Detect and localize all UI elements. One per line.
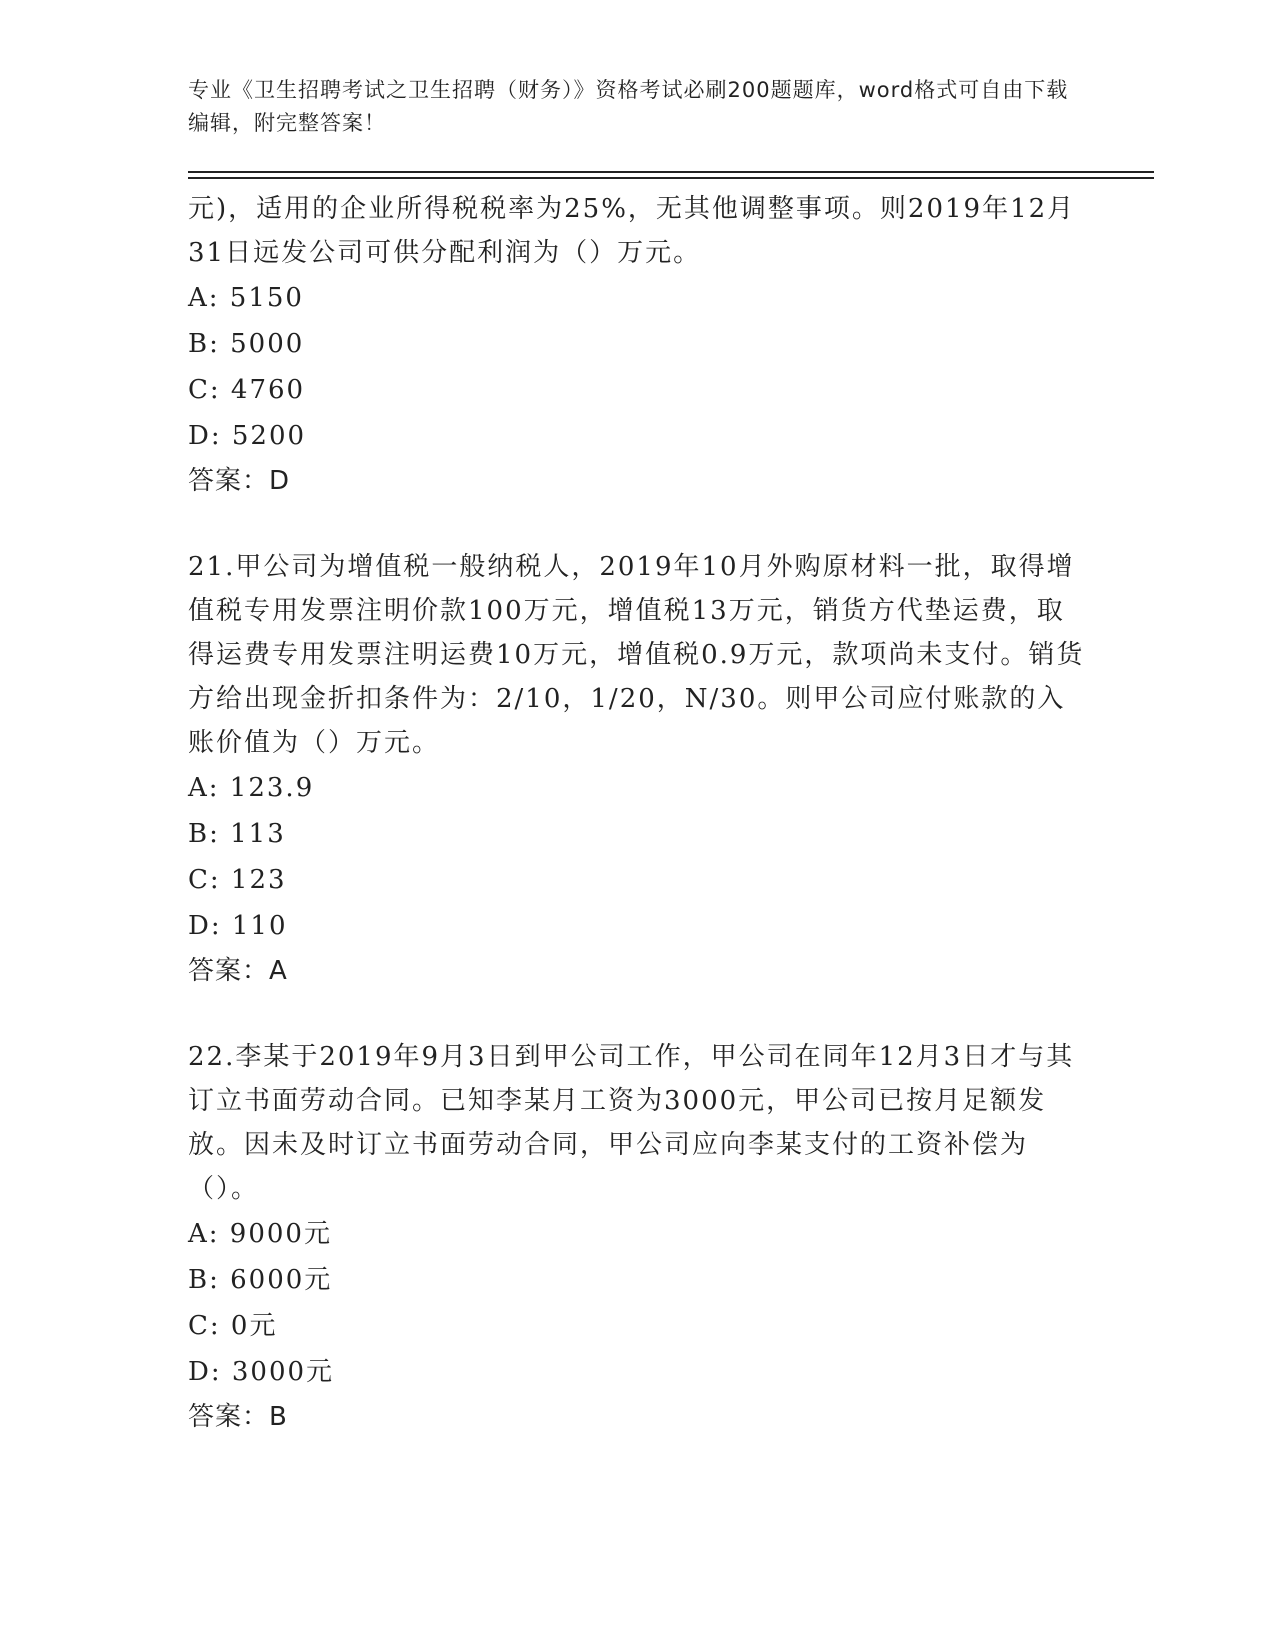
question-22-option-d: D: 3000元 <box>188 1357 335 1387</box>
question-21-answer: 答案：A <box>188 956 288 986</box>
question-22-option-b: B: 6000元 <box>188 1265 333 1295</box>
question-21-text: 21.甲公司为增值税一般纳税人，2019年10月外购原材料一批，取得增值税专用发票注明价款100万元，增值税13万元，销货方代垫运费，取得运费专用发票注明运费10万元，增值税0.9万元，款项尚未支付。销货方给出现金折扣条件为：2/10，1/20，N/30。则甲公司应付账款的入账价值为（）万元。 <box>188 552 1085 758</box>
question-22-option-a: A: 9000元 <box>188 1219 332 1249</box>
question-content <box>188 187 1088 1439</box>
question-20-option-b: B: 5000 <box>188 329 305 359</box>
spacer <box>188 993 1088 1035</box>
question-20-tail: 元)，适用的企业所得税税率为25%，无其他调整事项。则2019年12月31日远发公司可供分配利润为（）万元。 <box>188 194 1076 268</box>
document-header: 专业《卫生招聘考试之卫生招聘（财务）》资格考试必刷200题题库，word格式可自由下载编辑，附完整答案！ <box>188 78 1069 135</box>
question-20-answer: 答案：D <box>188 466 291 496</box>
question-21-option-d: D: 110 <box>188 911 288 941</box>
question-20-block <box>188 187 1088 503</box>
spacer <box>188 503 1088 545</box>
question-21-option-c: C: 123 <box>188 865 287 895</box>
question-22-option-c: C: 0元 <box>188 1311 278 1341</box>
question-20-option-d: D: 5200 <box>188 421 307 451</box>
header-rule-top <box>188 171 1154 173</box>
header-rule-bottom <box>188 177 1154 179</box>
question-22-block <box>188 1035 1088 1439</box>
question-22-text: 22.李某于2019年9月3日到甲公司工作，甲公司在同年12月3日才与其订立书面劳动合同。已知李某月工资为3000元，甲公司已按月足额发放。因未及时订立书面劳动合同，甲公司应向李某支付的工资补偿为（）。 <box>188 1042 1075 1204</box>
question-20-option-c: C: 4760 <box>188 375 306 405</box>
question-21-option-a: A: 123.9 <box>188 773 315 803</box>
question-20-option-a: A: 5150 <box>188 283 304 313</box>
question-21-block <box>188 545 1088 993</box>
question-22-answer: 答案：B <box>188 1402 288 1432</box>
question-21-option-b: B: 113 <box>188 819 286 849</box>
